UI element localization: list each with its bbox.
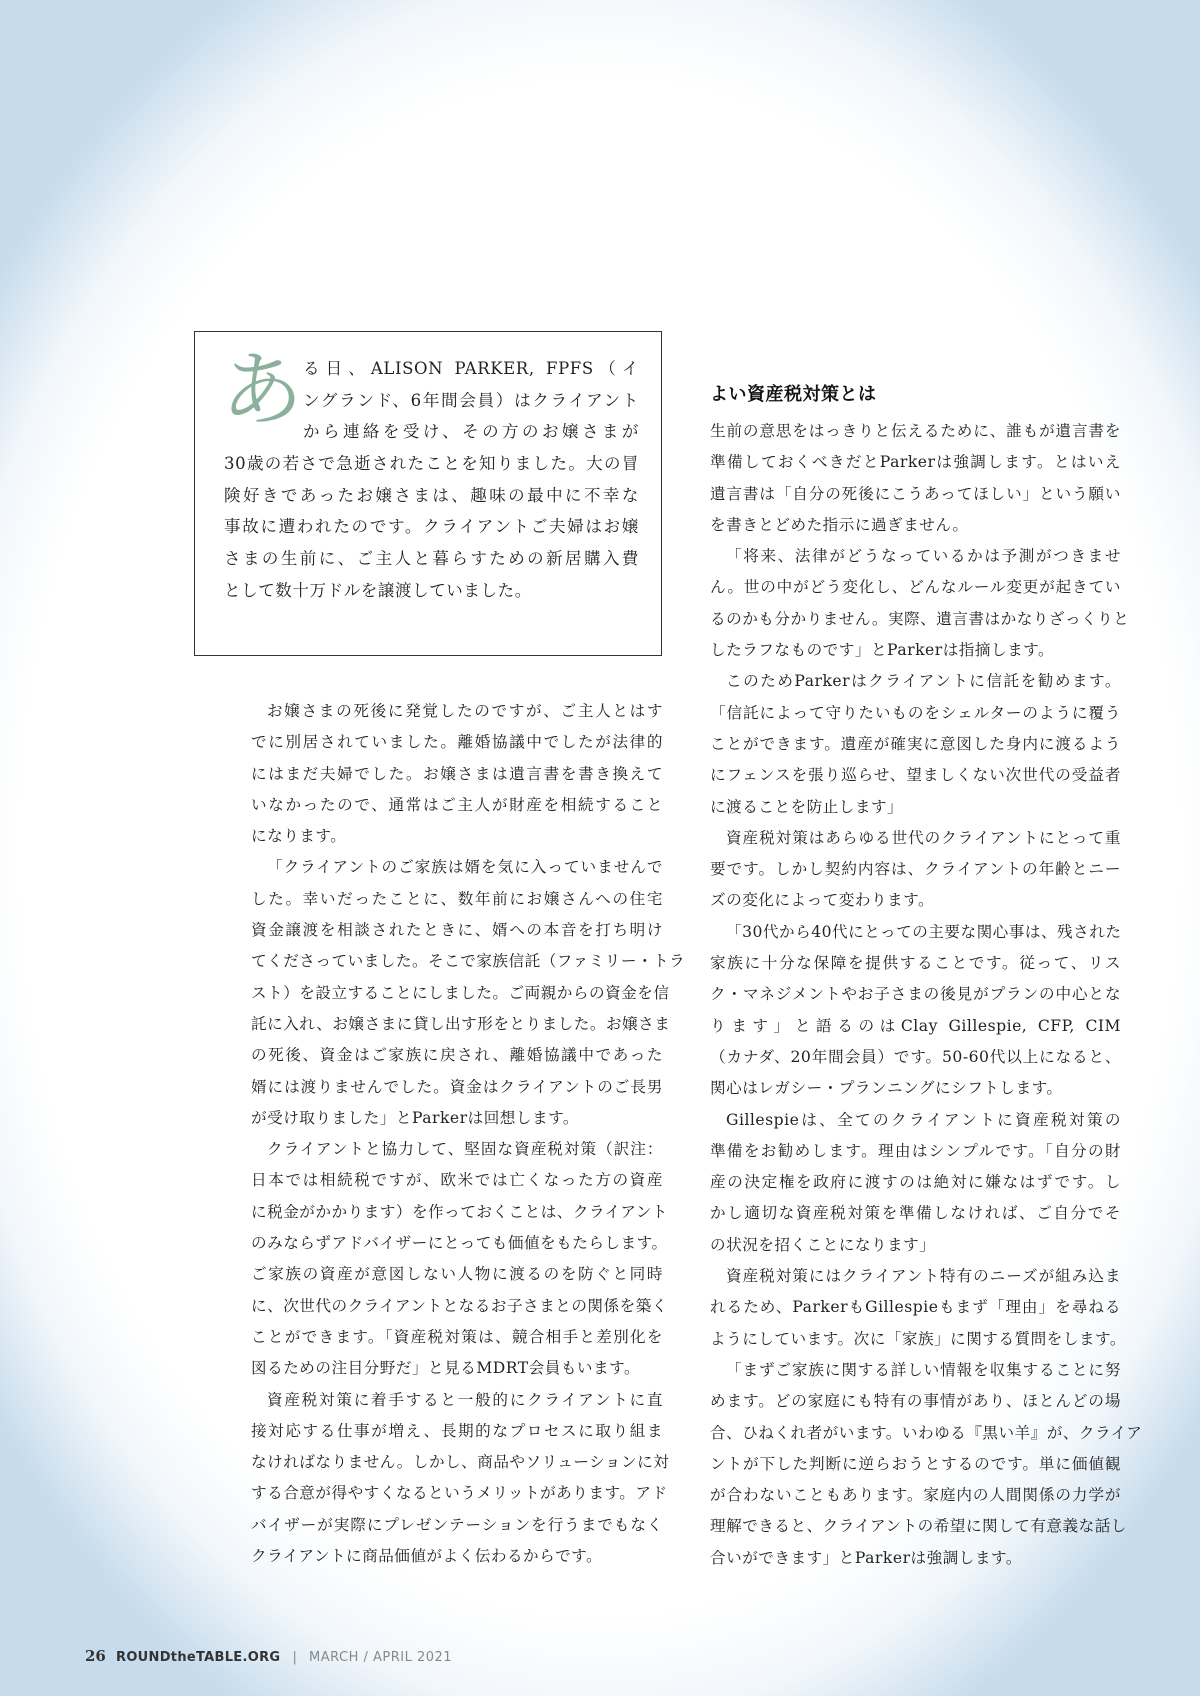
body-line: 「まずご家族に関する詳しい情報を収集することに努 bbox=[726, 1360, 1121, 1379]
body-line: のみならずアドバイザーにとっても価値をもたらします。 bbox=[251, 1234, 668, 1253]
body-line: れるため、ParkerもGillespieもまず「理由」を尋ねる bbox=[710, 1298, 1121, 1317]
body-line: スト）を設立することにしました。ご両親からの資金を信 bbox=[251, 983, 670, 1002]
body-line: ことができます。「資産税対策は、競合相手と差別化を bbox=[251, 1327, 663, 1346]
body-line: に、次世代のクライアントとなるお子さまとの関係を築く bbox=[251, 1296, 668, 1315]
intro-box bbox=[194, 331, 662, 656]
body-line: した。幸いだったことに、数年前にお嬢さんへの住宅 bbox=[251, 889, 663, 908]
body-line: お嬢さまの死後に発覚したのですが、ご主人とはす bbox=[267, 702, 663, 720]
right-column bbox=[710, 416, 1143, 1574]
body-line: ズの変化によって変わります。 bbox=[710, 891, 935, 910]
body-line: 「クライアントのご家族は婿を気に入っていませんで bbox=[267, 858, 663, 877]
body-line: が受け取りました」とParkerは回想します。 bbox=[251, 1108, 580, 1127]
body-line: でに別居されていました。離婚協議中でしたが法律的 bbox=[251, 733, 663, 752]
section-heading: よい資産税対策とは bbox=[710, 384, 877, 405]
body-line: 婿には渡りませんでした。資金はクライアントのご長男 bbox=[251, 1077, 663, 1096]
body-line: の死後、資金はご家族に戻され、離婚協議中であった bbox=[251, 1046, 663, 1065]
publication-brand: ROUNDtheTABLE.ORG bbox=[116, 1650, 281, 1665]
body-line: を書きとどめた指示に過ぎません。 bbox=[710, 515, 969, 534]
intro-line: から連絡を受け、その方のお嬢さまが bbox=[303, 422, 639, 442]
intro-line: 険好きであったお嬢さまは、趣味の最中に不幸な bbox=[224, 485, 639, 505]
body-line: ようにしています。次に「家族」に関する質問をします。 bbox=[710, 1329, 1126, 1348]
body-line: Gillespieは、全てのクライアントに資産税対策の bbox=[726, 1110, 1121, 1129]
body-line: なければなりません。しかし、商品やソリューションに対 bbox=[251, 1453, 670, 1472]
body-line: ことができます。遺産が確実に意図した身内に渡るよう bbox=[710, 734, 1121, 753]
left-column bbox=[251, 696, 686, 1572]
drop-cap: あ bbox=[221, 343, 304, 438]
body-line: （カナダ、20年間会員）です。50-60代以上になると、 bbox=[710, 1047, 1121, 1066]
body-line: ク・マネジメントやお子さまの後見がプランの中心とな bbox=[710, 985, 1121, 1004]
intro-line: 事故に遭われたのです。クライアントご夫婦はお嬢 bbox=[224, 517, 639, 537]
body-line: 合いができます」とParkerは強調します。 bbox=[710, 1548, 1022, 1567]
body-line: 「信託によって守りたいものをシェルターのように覆う bbox=[710, 703, 1121, 722]
body-line: いなかったので、通常はご主人が財産を相続すること bbox=[251, 795, 663, 814]
intro-line: さまの生前に、ご主人と暮らすための新居購入費 bbox=[224, 549, 639, 569]
intro-line: ングランド、6年間会員）はクライアント bbox=[303, 390, 639, 410]
issue-date: MARCH / APRIL 2021 bbox=[309, 1650, 453, 1665]
intro-line: 30歳の若さで急逝されたことを知りました。大の冒 bbox=[224, 454, 639, 474]
body-line: 産の決定権を政府に渡すのは絶対に嫌なはずです。し bbox=[710, 1173, 1121, 1192]
body-line: になります。 bbox=[251, 827, 347, 846]
body-line: にフェンスを張り巡らせ、望ましくない次世代の受益者 bbox=[710, 766, 1121, 785]
footer-separator: | bbox=[292, 1650, 297, 1665]
body-line: 要です。しかし契約内容は、クライアントの年齢とニー bbox=[710, 860, 1121, 879]
body-line: 準備をお勧めします。理由はシンプルです。「自分の財 bbox=[710, 1141, 1121, 1160]
intro-line: る日、ALISON PARKER, FPFS（イ bbox=[303, 359, 639, 378]
body-line: めます。どの家庭にも特有の事情があり、ほとんどの場 bbox=[710, 1392, 1121, 1411]
body-line: 理解できると、クライアントの希望に関して有意義な話し bbox=[710, 1517, 1127, 1536]
body-line: 資産税対策に着手すると一般的にクライアントに直 bbox=[267, 1390, 663, 1409]
body-line: 託に入れ、お嬢さまに貸し出す形をとりました。お嬢さま bbox=[251, 1014, 671, 1033]
body-line: クライアントと協力して、堅固な資産税対策（訳注： bbox=[267, 1140, 663, 1159]
body-line: 関心はレガシー・プランニングにシフトします。 bbox=[710, 1079, 1063, 1098]
body-line: 資産税対策にはクライアント特有のニーズが組み込ま bbox=[726, 1267, 1121, 1286]
body-line: 接対応する仕事が増え、長期的なプロセスに取り組ま bbox=[251, 1421, 663, 1440]
body-line: ントが下した判断に逆らおうとするのです。単に価値観 bbox=[710, 1454, 1121, 1473]
body-line: に税金がかかります）を作っておくことは、クライアント bbox=[251, 1202, 668, 1221]
body-line: したラフなものです」とParkerは指摘します。 bbox=[710, 641, 1055, 660]
page-number: 26 bbox=[85, 1647, 106, 1665]
body-line: 家族に十分な保障を提供することです。従って、リス bbox=[710, 954, 1121, 973]
body-line: にはまだ夫婦でした。お嬢さまは遺言書を書き換えて bbox=[251, 764, 663, 783]
body-line: の状況を招くことになります」 bbox=[710, 1235, 936, 1254]
body-line: 資産税対策はあらゆる世代のクライアントにとって重 bbox=[726, 828, 1121, 847]
body-line: るのかも分かりません。実際、遺言書はかなりざっくりと bbox=[710, 609, 1130, 628]
body-line: ご家族の資産が意図しない人物に渡るのを防ぐと同時 bbox=[251, 1265, 663, 1284]
body-line: 生前の意思をはっきりと伝えるために、誰もが遺言書を bbox=[710, 422, 1121, 440]
body-line: 「30代から40代にとっての主要な関心事は、残された bbox=[726, 922, 1122, 941]
body-line: バイザーが実際にプレゼンテーションを行うまでもなく bbox=[251, 1515, 663, 1534]
body-line: 日本では相続税ですが、欧米では亡くなった方の資産 bbox=[251, 1171, 663, 1190]
body-line: 資金譲渡を相談されたときに、婿への本音を打ち明け bbox=[251, 921, 663, 940]
body-line: に渡ることを防止します」 bbox=[710, 797, 904, 816]
body-line: ります」と語るのはClay Gillespie, CFP, CIM bbox=[710, 1016, 1121, 1035]
body-line: する合意が得やすくなるというメリットがあります。アド bbox=[251, 1484, 668, 1503]
body-line: かし適切な資産税対策を準備しなければ、ご自分でそ bbox=[710, 1204, 1121, 1223]
body-line: クライアントに商品価値がよく伝わるからです。 bbox=[251, 1547, 603, 1566]
body-line: 遺言書は「自分の死後にこうあってほしい」という願い bbox=[710, 484, 1121, 503]
body-line: 「将来、法律がどうなっているかは予測がつきませ bbox=[726, 547, 1121, 566]
intro-line: として数十万ドルを譲渡していました。 bbox=[224, 580, 532, 600]
body-line: てくださっていました。そこで家族信託（ファミリー・トラ bbox=[251, 952, 686, 971]
body-line: が合わないこともあります。家庭内の人間関係の力学が bbox=[710, 1486, 1121, 1505]
body-line: このためParkerはクライアントに信託を勧めます。 bbox=[726, 672, 1121, 691]
body-line: 合、ひねくれ者がいます。いわゆる『黒い羊』が、クライア bbox=[710, 1423, 1143, 1442]
body-line: ん。世の中がどう変化し、どんなルール変更が起きてい bbox=[710, 578, 1121, 597]
page-footer bbox=[85, 1647, 452, 1665]
body-line: 図るための注目分野だ」と見るMDRT会員もいます。 bbox=[251, 1359, 641, 1378]
body-line: 準備しておくべきだとParkerは強調します。とはいえ bbox=[710, 453, 1121, 472]
intro-text bbox=[224, 353, 639, 607]
